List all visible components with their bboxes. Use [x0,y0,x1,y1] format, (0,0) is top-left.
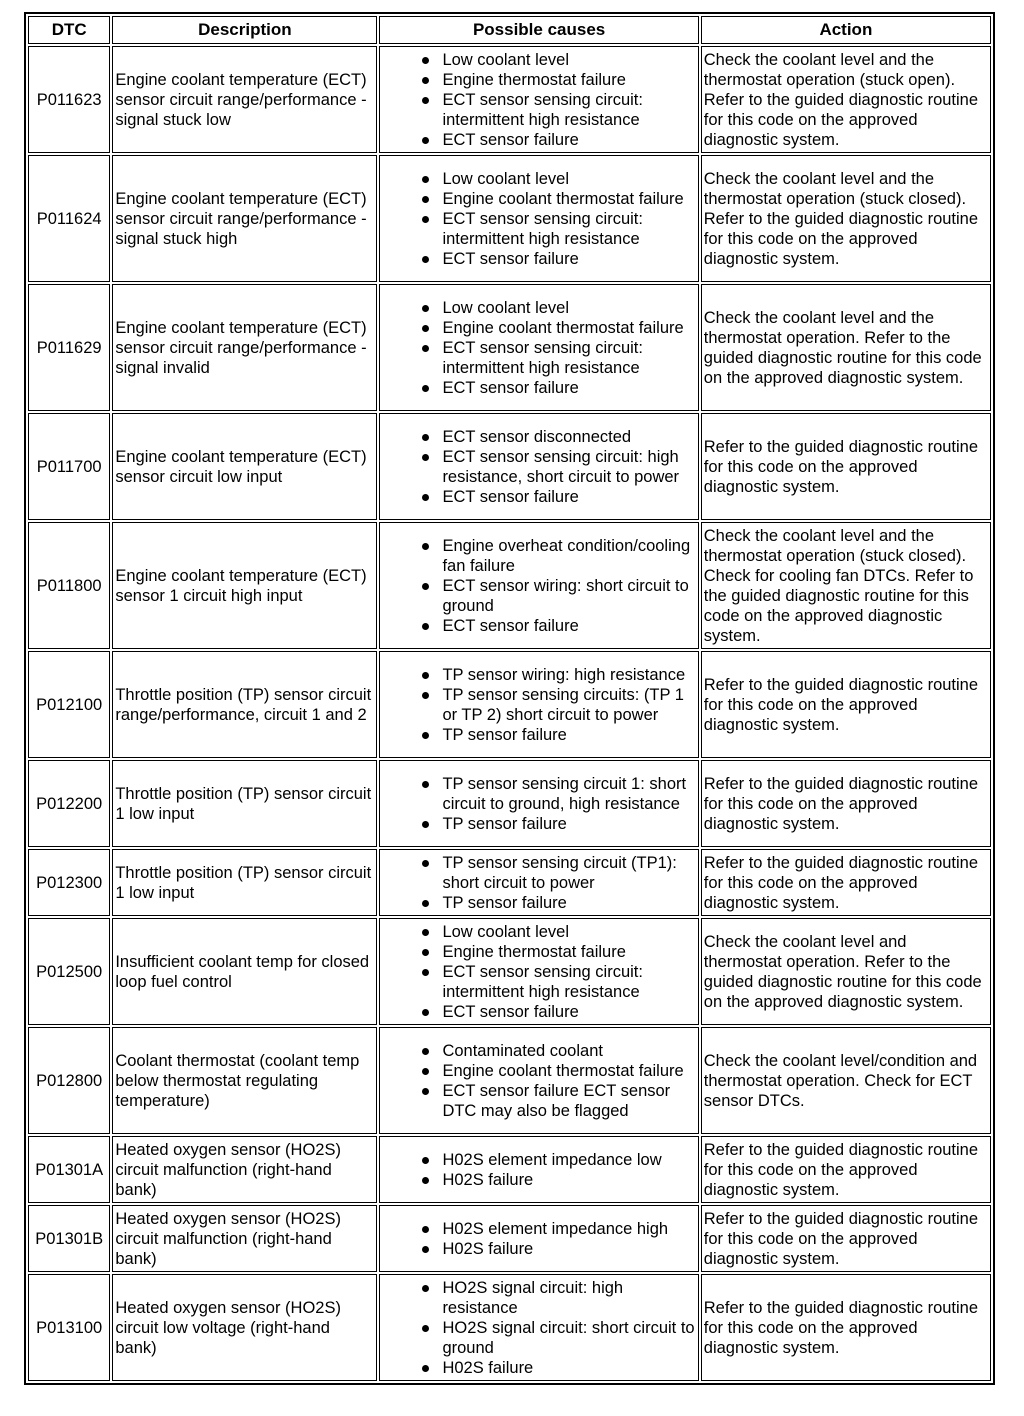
dtc-description: Engine coolant temperature (ECT) sensor circuit range/performance - signal stuck low [112,46,377,153]
possible-cause-item: HO2S signal circuit: high resistance [442,1278,695,1318]
possible-cause-item: Low coolant level [442,50,695,70]
table-row [28,849,991,916]
dtc-code: P012500 [28,918,110,1025]
action-text: Refer to the guided diagnostic routine for this code on the approved diagnostic system. [701,1136,991,1203]
possible-causes-cell [379,1274,698,1381]
possible-cause-item: TP sensor failure [442,814,695,834]
table-row [28,1027,991,1134]
possible-cause-item: Contaminated coolant [442,1041,695,1061]
possible-cause-item: ECT sensor sensing circuit: intermittent high resistance [442,962,695,1002]
possible-cause-item: H02S element impedance low [442,1150,695,1170]
possible-causes-list [382,1278,695,1378]
possible-cause-item: Low coolant level [442,922,695,942]
action-text: Check the coolant level and thermostat operation. Refer to the guided diagnostic routine for this code on the approved diagnostic system. [701,918,991,1025]
action-text: Refer to the guided diagnostic routine for this code on the approved diagnostic system. [701,413,991,520]
possible-causes-cell [379,849,698,916]
possible-causes-list [382,1150,695,1190]
dtc-description: Engine coolant temperature (ECT) sensor circuit range/performance - signal invalid [112,284,377,411]
table-row [28,413,991,520]
possible-causes-list [382,665,695,745]
possible-cause-item: ECT sensor failure [442,378,695,398]
dtc-code: P01301B [28,1205,110,1272]
table-row [28,522,991,649]
dtc-description: Heated oxygen sensor (HO2S) circuit low voltage (right-hand bank) [112,1274,377,1381]
dtc-description: Insufficient coolant temp for closed loop fuel control [112,918,377,1025]
table-row [28,284,991,411]
dtc-table [24,12,995,1385]
possible-causes-cell [379,413,698,520]
dtc-code: P011629 [28,284,110,411]
possible-causes-cell [379,522,698,649]
possible-cause-item: TP sensor sensing circuit 1: short circuit to ground, high resistance [442,774,695,814]
possible-causes-cell [379,284,698,411]
possible-cause-item: HO2S signal circuit: short circuit to ground [442,1318,695,1357]
header-row [28,16,991,44]
possible-cause-item: Engine thermostat failure [442,70,695,90]
dtc-code: P011800 [28,522,110,649]
possible-cause-item: ECT sensor failure [442,1002,695,1022]
possible-cause-item: H02S element impedance high [442,1219,695,1239]
action-text: Refer to the guided diagnostic routine for this code on the approved diagnostic system. [701,1205,991,1272]
action-text: Check the coolant level and the thermostat operation. Refer to the guided diagnostic routine for this code on the approved diagnostic system. [701,284,991,411]
possible-causes-list [382,853,695,913]
possible-causes-cell [379,46,698,153]
table-row [28,918,991,1025]
table-row [28,651,991,758]
dtc-description: Coolant thermostat (coolant temp below thermostat regulating temperature) [112,1027,377,1134]
dtc-code: P012100 [28,651,110,758]
possible-cause-item: TP sensor wiring: high resistance [442,665,695,685]
dtc-description: Throttle position (TP) sensor circuit 1 low input [112,760,377,847]
dtc-code: P011624 [28,155,110,282]
possible-causes-cell [379,1027,698,1134]
possible-cause-item: H02S failure [442,1170,695,1190]
possible-cause-item: ECT sensor sensing circuit: intermittent high resistance [442,209,695,249]
table-body [28,46,991,1381]
table-row [28,46,991,153]
possible-cause-item: TP sensor sensing circuit (TP1): short circuit to power [442,853,695,893]
header-description: Description [112,16,377,44]
possible-cause-item: H02S failure [442,1358,695,1378]
possible-causes-cell [379,1136,698,1203]
possible-causes-list [382,50,695,150]
table-row [28,155,991,282]
action-text: Refer to the guided diagnostic routine for this code on the approved diagnostic system. [701,651,991,758]
dtc-description: Heated oxygen sensor (HO2S) circuit malfunction (right-hand bank) [112,1205,377,1272]
header-dtc: DTC [28,16,110,44]
possible-cause-item: ECT sensor failure [442,249,695,269]
possible-causes-list [382,1219,695,1259]
dtc-code: P013100 [28,1274,110,1381]
possible-cause-item: ECT sensor failure [442,130,695,150]
dtc-description: Engine coolant temperature (ECT) sensor 1 circuit high input [112,522,377,649]
dtc-description: Engine coolant temperature (ECT) sensor circuit range/performance - signal stuck high [112,155,377,282]
possible-cause-item: TP sensor sensing circuits: (TP 1 or TP 2) short circuit to power [442,685,695,725]
possible-cause-item: ECT sensor sensing circuit: intermittent high resistance [442,338,695,378]
dtc-code: P011700 [28,413,110,520]
possible-causes-cell [379,760,698,847]
possible-cause-item: H02S failure [442,1239,695,1259]
action-text: Check the coolant level/condition and thermostat operation. Check for ECT sensor DTCs. [701,1027,991,1134]
action-text: Refer to the guided diagnostic routine for this code on the approved diagnostic system. [701,849,991,916]
action-text: Check the coolant level and the thermostat operation (stuck closed). Refer to the guided diagnostic routine for this code on the approved diagnostic system. [701,155,991,282]
possible-causes-list [382,298,695,398]
possible-cause-item: ECT sensor failure ECT sensor DTC may also be flagged [442,1081,695,1121]
possible-causes-list [382,427,695,507]
action-text: Check the coolant level and the thermostat operation (stuck open). Refer to the guided diagnostic routine for this code on the approved diagnostic system. [701,46,991,153]
possible-cause-item: ECT sensor failure [442,616,695,636]
header-action: Action [701,16,991,44]
possible-cause-item: Engine coolant thermostat failure [442,1061,695,1081]
header-possible-causes: Possible causes [379,16,698,44]
possible-cause-item: ECT sensor disconnected [442,427,695,447]
dtc-code: P012800 [28,1027,110,1134]
possible-cause-item: ECT sensor sensing circuit: intermittent high resistance [442,90,695,130]
table-row [28,1136,991,1203]
possible-cause-item: Low coolant level [442,169,695,189]
possible-cause-item: Engine thermostat failure [442,942,695,962]
possible-causes-cell [379,1205,698,1272]
table-row [28,1205,991,1272]
dtc-description: Throttle position (TP) sensor circuit 1 low input [112,849,377,916]
possible-cause-item: ECT sensor failure [442,487,695,507]
possible-cause-item: Engine coolant thermostat failure [442,189,695,209]
possible-causes-list [382,169,695,269]
dtc-description: Throttle position (TP) sensor circuit range/performance, circuit 1 and 2 [112,651,377,758]
table-row [28,1274,991,1381]
possible-causes-list [382,774,695,834]
dtc-code: P012300 [28,849,110,916]
possible-cause-item: TP sensor failure [442,725,695,745]
possible-cause-item: Engine overheat condition/cooling fan failure [442,536,695,576]
possible-cause-item: Engine coolant thermostat failure [442,318,695,338]
possible-cause-item: Low coolant level [442,298,695,318]
possible-causes-cell [379,651,698,758]
action-text: Refer to the guided diagnostic routine for this code on the approved diagnostic system. [701,1274,991,1381]
dtc-description: Engine coolant temperature (ECT) sensor circuit low input [112,413,377,520]
possible-causes-cell [379,918,698,1025]
possible-causes-list [382,922,695,1022]
dtc-code: P01301A [28,1136,110,1203]
dtc-code: P011623 [28,46,110,153]
possible-cause-item: ECT sensor sensing circuit: high resistance, short circuit to power [442,447,695,487]
action-text: Refer to the guided diagnostic routine for this code on the approved diagnostic system. [701,760,991,847]
possible-causes-list [382,536,695,636]
action-text: Check the coolant level and the thermostat operation (stuck closed). Check for cooling fan DTCs. Refer to the guided diagnostic routine for this code on the approved diagnostic system. [701,522,991,649]
dtc-code: P012200 [28,760,110,847]
dtc-description: Heated oxygen sensor (HO2S) circuit malfunction (right-hand bank) [112,1136,377,1203]
table-row [28,760,991,847]
possible-cause-item: ECT sensor wiring: short circuit to ground [442,576,695,616]
possible-causes-list [382,1041,695,1121]
possible-cause-item: TP sensor failure [442,893,695,913]
possible-causes-cell [379,155,698,282]
